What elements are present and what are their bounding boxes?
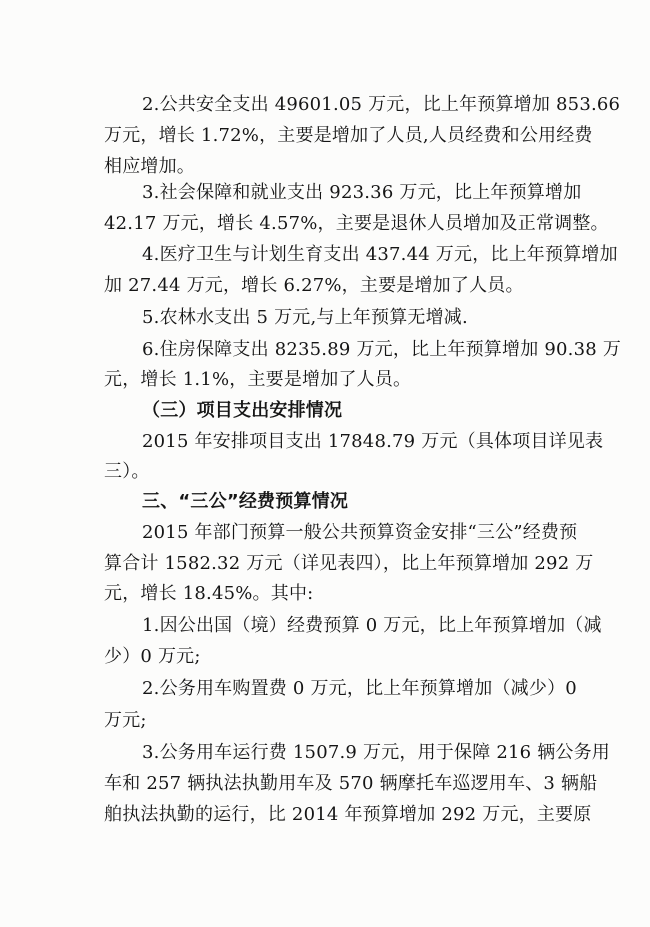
paragraph-line: 万元; <box>104 710 147 731</box>
paragraph-line: 2015 年部门预算一般公共预算资金安排“三公”经费预 <box>142 522 578 543</box>
paragraph-line: 少）0 万元; <box>104 646 201 667</box>
paragraph-line: 万元，增长 1.72%，主要是增加了人员,人员经费和公用经费 <box>104 125 593 146</box>
paragraph-line: 舶执法执勤的运行，比 2014 年预算增加 292 万元，主要原 <box>104 804 592 825</box>
paragraph-line: 5.农林水支出 5 万元,与上年预算无增减. <box>142 307 468 328</box>
paragraph-line: 42.17 万元，增长 4.57%，主要是退休人员增加及正常调整。 <box>104 213 609 234</box>
paragraph-line: 3.公务用车运行费 1507.9 万元，用于保障 216 辆公务用 <box>142 742 610 763</box>
paragraph-line: 算合计 1582.32 万元（详见表四），比上年预算增加 292 万 <box>104 553 594 574</box>
paragraph-line: 2015 年安排项目支出 17848.79 万元（具体项目详见表 <box>142 431 604 452</box>
paragraph-line: 3.社会保障和就业支出 923.36 万元，比上年预算增加 <box>142 182 582 203</box>
paragraph-line: 元，增长 1.1%，主要是增加了人员。 <box>104 369 412 390</box>
paragraph-line: 2.公务用车购置费 0 万元，比上年预算增加（减少）0 <box>142 678 577 699</box>
section-heading: 三、“三公”经费预算情况 <box>142 491 349 512</box>
paragraph-line: 元，增长 18.45%。其中: <box>104 583 314 604</box>
paragraph-line: 加 27.44 万元，增长 6.27%，主要是增加了人员。 <box>104 275 524 296</box>
paragraph-line: 车和 257 辆执法执勤用车及 570 辆摩托车巡逻用车、3 辆船 <box>104 773 598 794</box>
paragraph-line: 三）。 <box>104 461 150 482</box>
paragraph-line: 4.医疗卫生与计划生育支出 437.44 万元，比上年预算增加 <box>142 244 618 265</box>
paragraph-line: 2.公共安全支出 49601.05 万元，比上年预算增加 853.66 <box>142 94 621 115</box>
paragraph-line: 相应增加。 <box>104 156 195 177</box>
paragraph-line: 6.住房保障支出 8235.89 万元，比上年预算增加 90.38 万 <box>142 339 622 360</box>
paragraph-line: 1.因公出国（境）经费预算 0 万元，比上年预算增加（减 <box>142 615 602 636</box>
section-heading: （三）项目支出安排情况 <box>142 400 343 421</box>
